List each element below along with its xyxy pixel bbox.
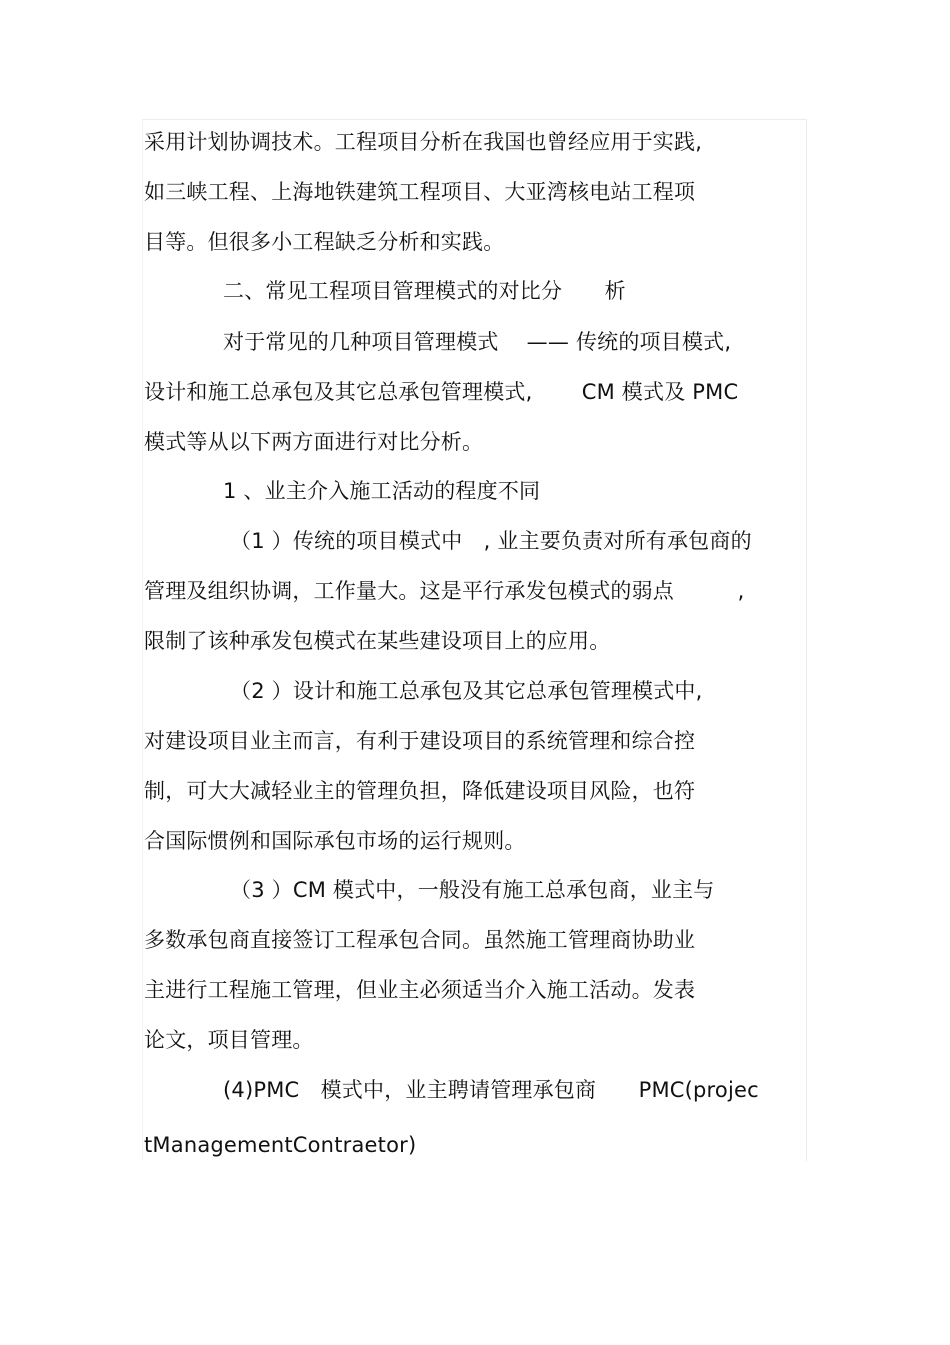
text-line-18: 主进行工程施工管理，但业主必须适当介入施工活动。发表 bbox=[144, 978, 696, 1002]
text-line-15: 合国际惯例和国际承包市场的运行规则。 bbox=[144, 829, 526, 853]
text-line-20: (4)PMC 模式中，业主聘请管理承包商 PMC(projec bbox=[223, 1078, 759, 1102]
text-line-14: 制，可大大减轻业主的管理负担，降低建设项目风险，也符 bbox=[144, 779, 696, 803]
text-line-9: （1 ）传统的项目模式中 , 业主要负责对所有承包商的 bbox=[230, 529, 752, 553]
text-line-3: 目等。但很多小工程缺乏分析和实践。 bbox=[144, 230, 505, 254]
text-line-10: 管理及组织协调，工作量大。这是平行承发包模式的弱点 , bbox=[144, 579, 745, 603]
subsection-heading: 1 、业主介入施工活动的程度不同 bbox=[223, 479, 541, 503]
text-line-2: 如三峡工程、上海地铁建筑工程项目、大亚湾核电站工程项 bbox=[144, 180, 696, 204]
section-heading: 二、常见工程项目管理模式的对比分 析 bbox=[223, 279, 626, 303]
text-line-7: 模式等从以下两方面进行对比分析。 bbox=[144, 430, 484, 454]
text-line-6: 设计和施工总承包及其它总承包管理模式, CM 模式及 PMC bbox=[144, 380, 739, 404]
text-line-11: 限制了该种承发包模式在某些建设项目上的应用。 bbox=[144, 629, 611, 653]
text-line-17: 多数承包商直接签订工程承包合同。虽然施工管理商协助业 bbox=[144, 928, 696, 952]
text-line-19: 论文，项目管理。 bbox=[144, 1028, 314, 1052]
text-line-21: tManagementContraetor) bbox=[144, 1133, 417, 1157]
text-line-12: （2 ）设计和施工总承包及其它总承包管理模式中, bbox=[230, 679, 703, 703]
text-line-13: 对建设项目业主而言，有利于建设项目的系统管理和综合控 bbox=[144, 729, 696, 753]
text-line-5: 对于常见的几种项目管理模式 —— 传统的项目模式, bbox=[223, 330, 732, 354]
text-line-1: 采用计划协调技术。工程项目分析在我国也曾经应用于实践, bbox=[144, 130, 703, 154]
text-line-16: （3 ）CM 模式中，一般没有施工总承包商，业主与 bbox=[230, 878, 715, 902]
